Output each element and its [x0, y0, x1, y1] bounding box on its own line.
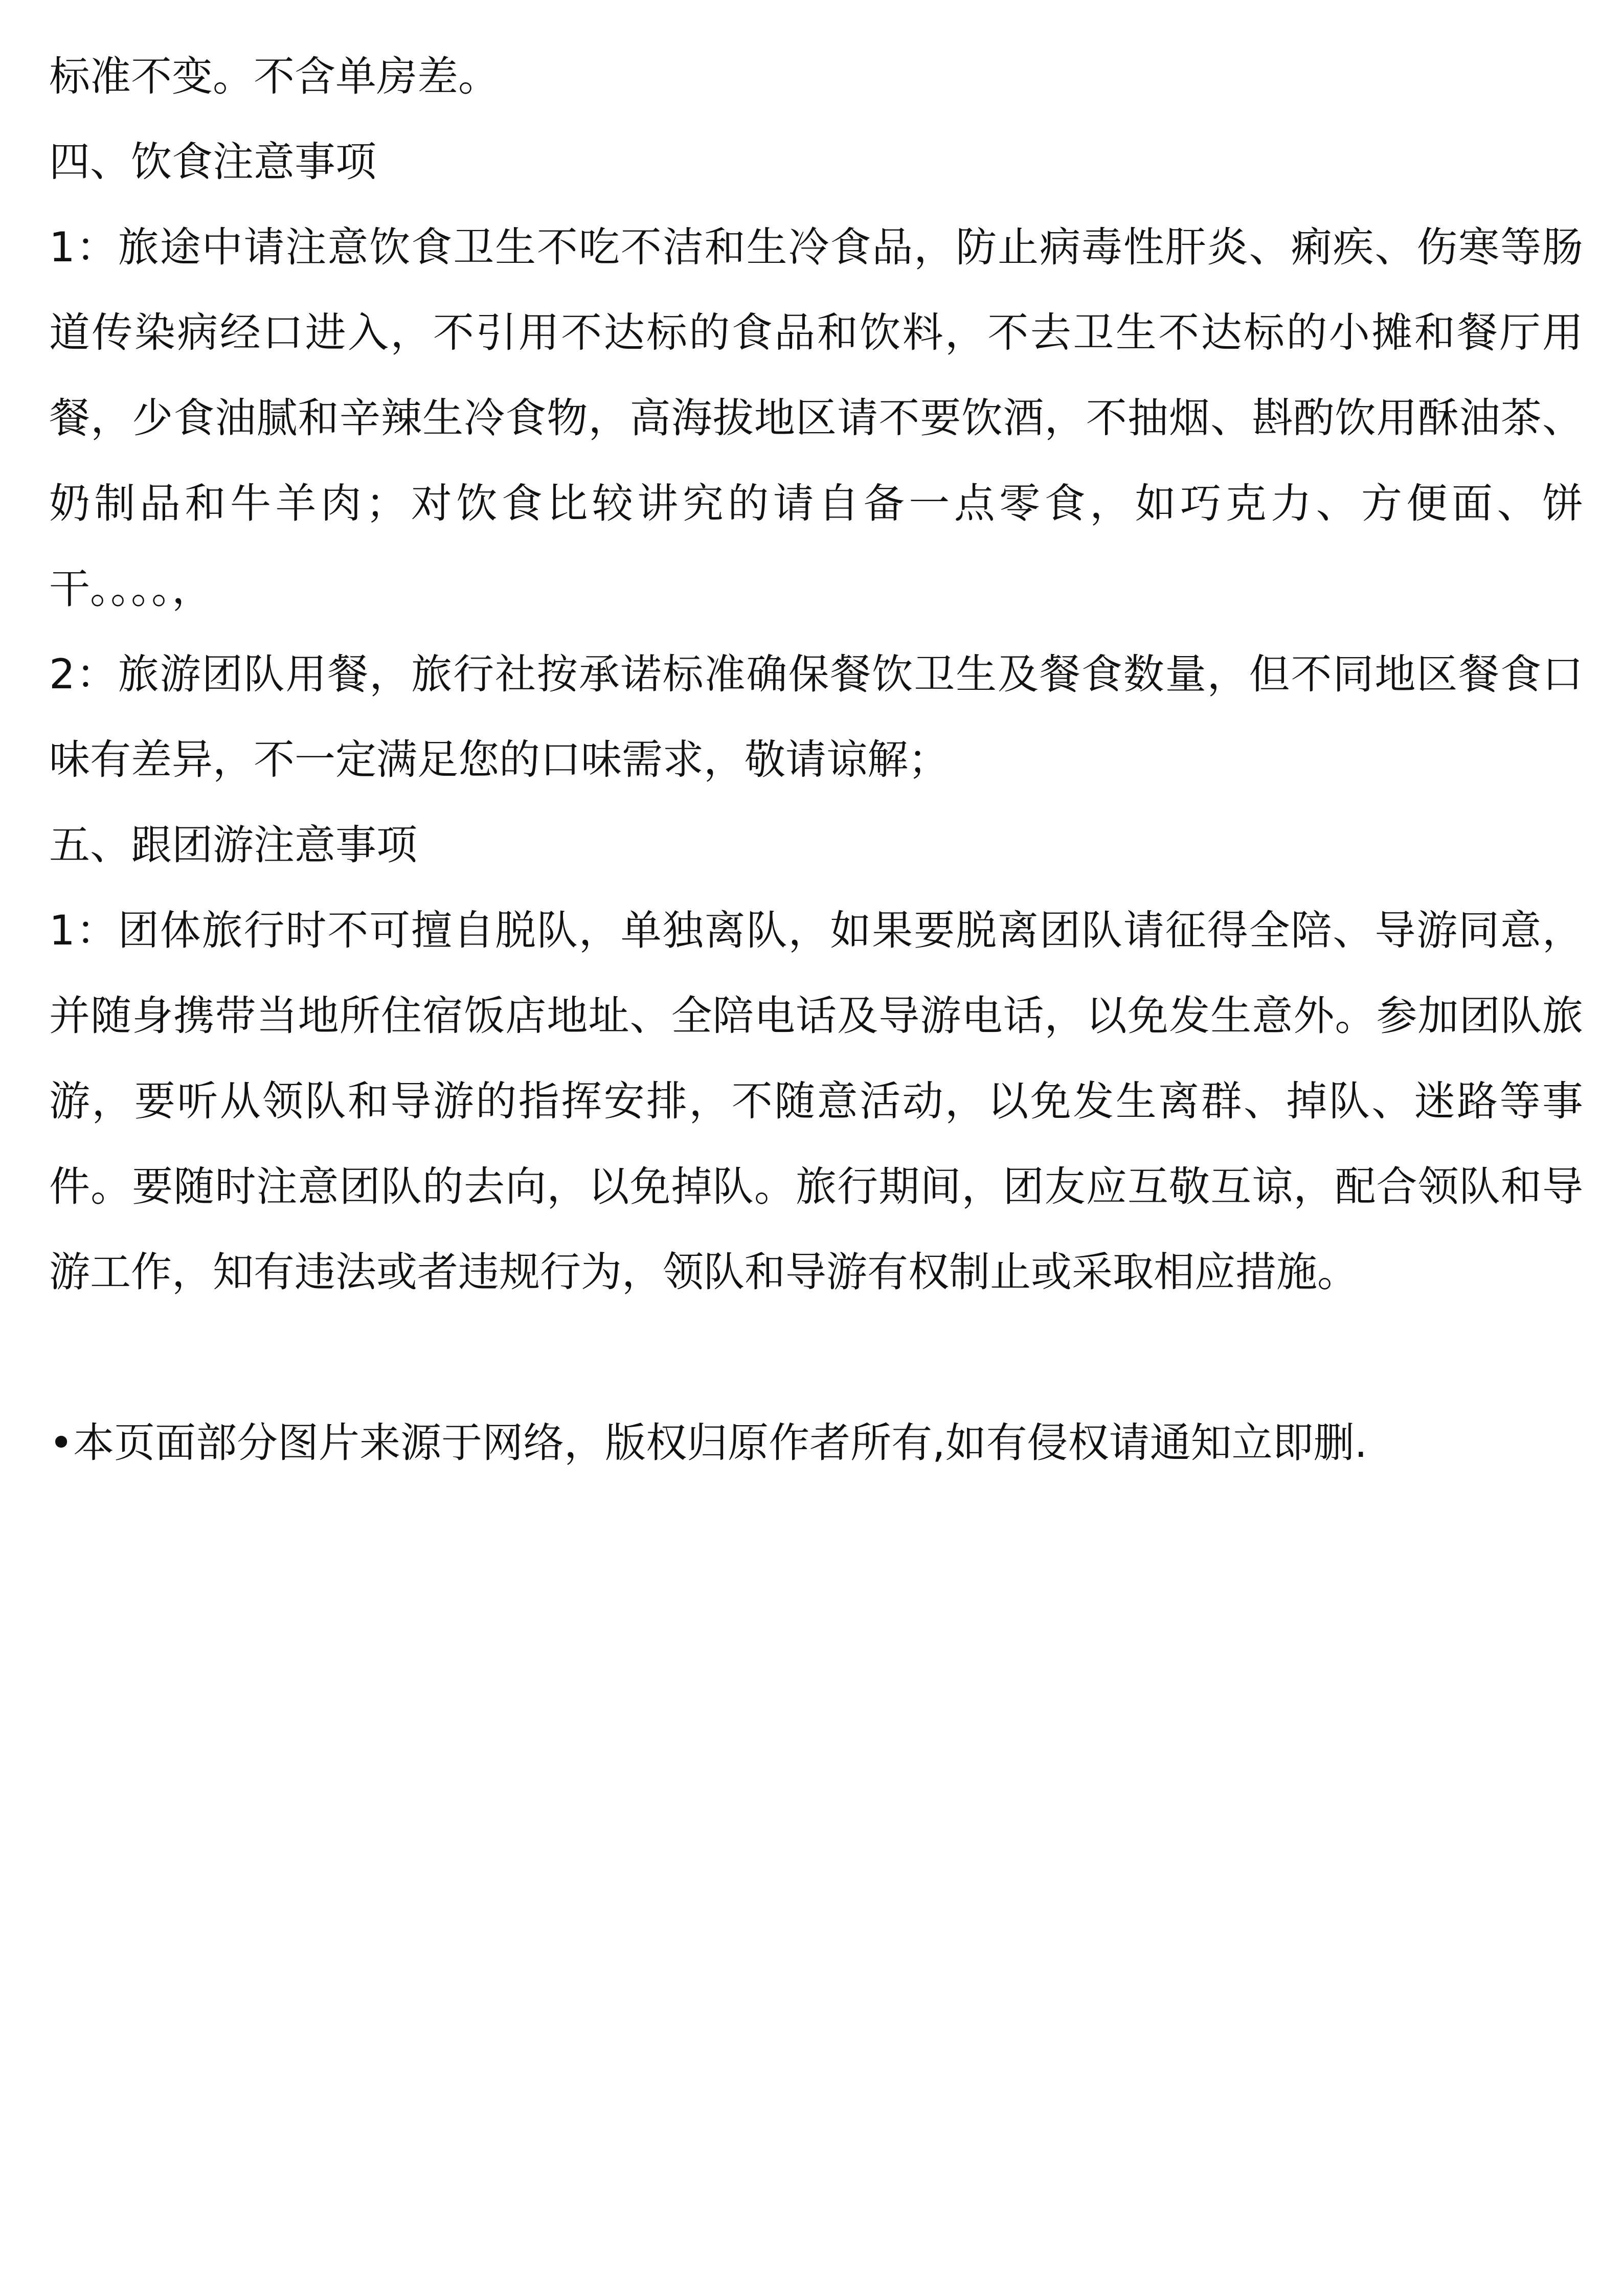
- heading-group-tour-notes: 五、跟团游注意事项: [49, 821, 417, 869]
- paragraph-dining-hygiene: 1：旅途中请注意饮食卫生不吃不洁和生冷食品，防止病毒性肝炎、痢疾、伤寒等肠道传染病经口进入，不引用不达标的食品和饮料，不去卫生不达标的小摊和餐厅用餐，少食油腻和辛辣生冷食物，高海拔地区请不要饮酒，不抽烟、斟酌饮用酥油茶、奶制品和牛羊肉；对饮食比较讲究的请自备一点零食，如巧克力、方便面、饼干。。。。，: [49, 223, 1583, 613]
- paragraph-accommodation-end: 标准不变。不含单房差。: [49, 53, 499, 100]
- paragraph-group-rules: 1：团体旅行时不可擅自脱队，单独离队，如果要脱离团队请征得全陪、导游同意，并随身携带当地所住宿饭店地址、全陪电话及导游电话，以免发生意外。参加团队旅游，要听从领队和导游的指挥安排，不随意活动，以免发生离群、掉队、迷路等事件。要随时注意团队的去向，以免掉队。旅行期间，团友应互敬互谅，配合领队和导游工作，知有违法或者违规行为，领队和导游有权制止或采取相应措施。: [49, 907, 1583, 1296]
- paragraph-group-meals: 2：旅游团队用餐，旅行社按承诺标准确保餐饮卫生及餐食数量，但不同地区餐食口味有差异，不一定满足您的口味需求，敬请谅解；: [49, 650, 1583, 783]
- blank-line: [49, 1315, 1583, 1400]
- document-body: [49, 34, 1583, 1485]
- copyright-notice: •本页面部分图片来源于网络，版权归原作者所有,如有侵权请通知立即删.: [49, 1419, 1368, 1467]
- heading-dining-notes: 四、饮食注意事项: [49, 138, 376, 186]
